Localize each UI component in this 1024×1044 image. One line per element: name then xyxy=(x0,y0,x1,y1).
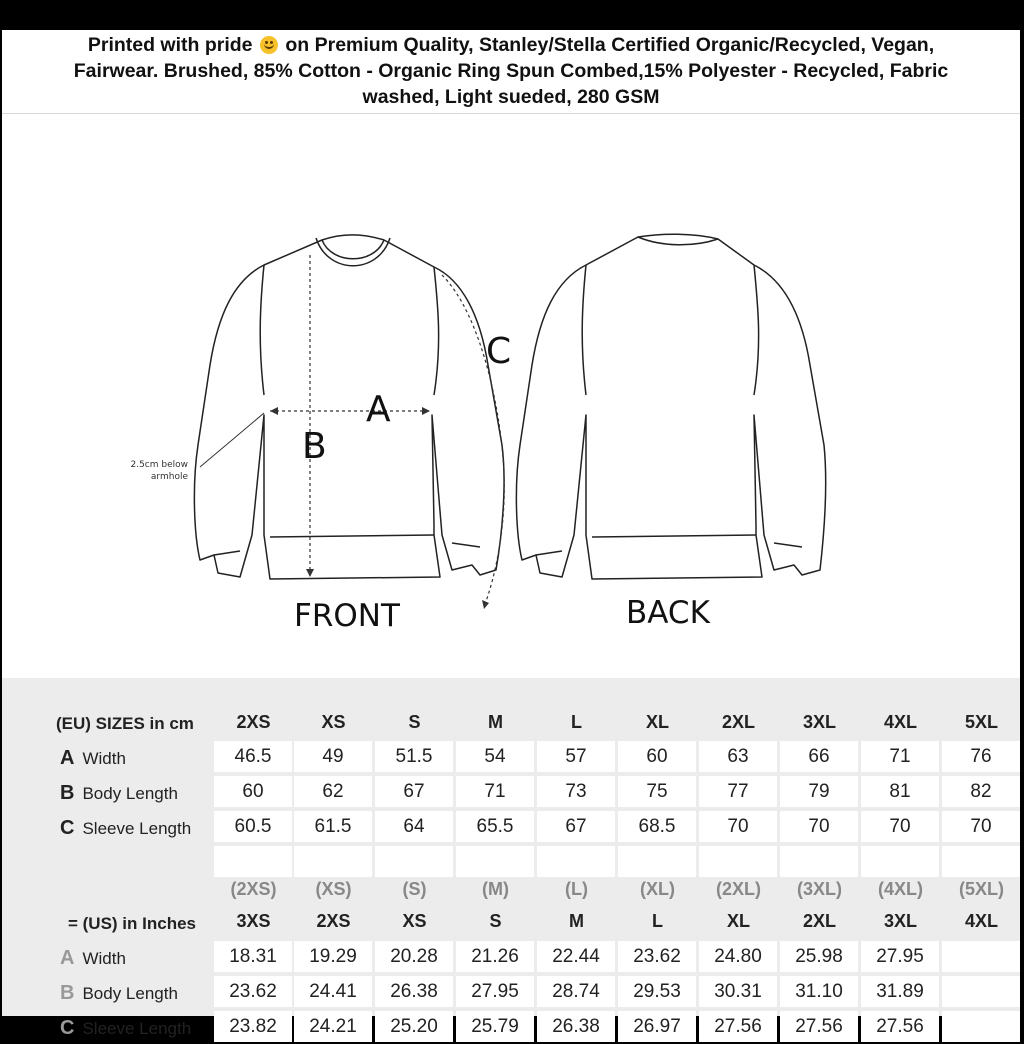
row-letter: B xyxy=(60,782,75,804)
eu-table-cell: 71 xyxy=(456,776,534,807)
us-table-cell xyxy=(942,976,1020,1007)
eu-table-cell: 60 xyxy=(214,776,292,807)
product-description xyxy=(2,30,1020,114)
us-size-header: 3XS xyxy=(236,911,271,931)
eu-table-cell: 82 xyxy=(942,776,1020,807)
back-sweatshirt-outline xyxy=(516,234,825,579)
armhole-note xyxy=(120,459,188,483)
empty-cell xyxy=(618,846,696,877)
eu-size-header: 2XL xyxy=(721,712,755,732)
eu-table-cell: 75 xyxy=(618,776,696,807)
eu-table-cell: 49 xyxy=(294,741,372,772)
us-table-cell: 21.26 xyxy=(456,941,534,972)
eu-table-cell: 79 xyxy=(780,776,858,807)
us-table-cell: 26.38 xyxy=(375,976,453,1007)
description-text-start: Printed with pride xyxy=(87,34,253,56)
eu-table-cell: 67 xyxy=(375,776,453,807)
row-name: Width xyxy=(82,749,126,768)
description-line-2: Fairwear. Brushed, 85% Cotton - Organic Ring Spun Combed,15% Polyester - Recycled, Fabric xyxy=(73,60,949,82)
eu-equivalent-size: (2XL) xyxy=(716,879,761,899)
us-table-cell: 22.44 xyxy=(537,941,615,972)
us-size-header: 2XS xyxy=(316,911,351,931)
eu-table-cell: 70 xyxy=(942,811,1020,842)
eu-row-label xyxy=(60,813,191,844)
us-table-cell: 30.31 xyxy=(699,976,777,1007)
us-table-cell: 23.62 xyxy=(214,976,292,1007)
row-letter: A xyxy=(60,747,75,769)
size-chart-sheet xyxy=(2,30,1020,1039)
us-table-cell: 18.31 xyxy=(214,941,292,972)
eu-equivalent-size: (2XS) xyxy=(230,879,277,899)
us-table-cell: 31.89 xyxy=(861,976,939,1007)
eu-equivalent-size: (XL) xyxy=(640,879,675,899)
eu-table-cell: 73 xyxy=(537,776,615,807)
back-label: BACK xyxy=(626,595,710,631)
eu-table-cell: 71 xyxy=(861,741,939,772)
empty-cell xyxy=(456,846,534,877)
eu-table-cell: 76 xyxy=(942,741,1020,772)
eu-table-cell: 65.5 xyxy=(456,811,534,842)
eu-table-cell: 67 xyxy=(537,811,615,842)
empty-cell xyxy=(861,846,939,877)
eu-table-cell: 81 xyxy=(861,776,939,807)
us-size-header: 4XL xyxy=(964,911,998,931)
eu-table-cell: 64 xyxy=(375,811,453,842)
eu-sizes-heading: (EU) SIZES in cm xyxy=(56,714,194,733)
eu-size-header: 5XL xyxy=(964,712,998,732)
us-table-cell: 25.20 xyxy=(375,1011,453,1042)
description-text-end: on Premium Quality, Stanley/Stella Certified Organic/Recycled, Vegan, xyxy=(285,34,935,56)
armhole-note-line-1: 2.5cm below xyxy=(130,460,188,470)
us-table-cell: 26.38 xyxy=(537,1011,615,1042)
description-line-3: washed, Light sueded, 280 GSM xyxy=(362,86,660,108)
us-row-label xyxy=(60,943,126,974)
eu-row-label xyxy=(60,778,178,809)
us-table-cell xyxy=(942,1011,1020,1042)
eu-equivalent-size: (3XL) xyxy=(797,879,842,899)
us-table-cell: 31.10 xyxy=(780,976,858,1007)
eu-equivalent-size: (M) xyxy=(482,879,509,899)
eu-equivalent-size: (4XL) xyxy=(878,879,923,899)
size-table xyxy=(2,678,1020,1039)
empty-cell xyxy=(537,846,615,877)
row-name: Sleeve Length xyxy=(82,1019,192,1038)
note-pointer-line xyxy=(200,413,264,467)
row-letter: C xyxy=(60,817,75,839)
us-size-header: S xyxy=(489,911,502,931)
us-table-cell: 27.95 xyxy=(861,941,939,972)
us-size-header: 2XL xyxy=(802,911,836,931)
us-table-cell: 23.82 xyxy=(214,1011,292,1042)
eu-size-header: 4XL xyxy=(883,712,917,732)
row-letter: A xyxy=(60,947,75,969)
description-line-1 xyxy=(2,32,1020,58)
us-table-cell: 23.62 xyxy=(618,941,696,972)
measure-a-label: A xyxy=(366,389,391,430)
front-sweatshirt-outline xyxy=(194,235,504,579)
eu-table-cell: 51.5 xyxy=(375,741,453,772)
row-letter: C xyxy=(60,1017,75,1039)
row-name: Body Length xyxy=(82,784,178,803)
eu-size-header: 3XL xyxy=(802,712,836,732)
us-table-cell: 28.74 xyxy=(537,976,615,1007)
eu-size-header: M xyxy=(488,712,503,732)
eu-table-cell: 57 xyxy=(537,741,615,772)
empty-cell xyxy=(942,846,1020,877)
eu-table-cell: 77 xyxy=(699,776,777,807)
us-table-cell: 27.56 xyxy=(699,1011,777,1042)
us-table-cell xyxy=(942,941,1020,972)
eu-size-header: XL xyxy=(645,712,669,732)
row-name: Sleeve Length xyxy=(82,819,192,838)
us-table-cell: 24.21 xyxy=(294,1011,372,1042)
empty-cell xyxy=(699,846,777,877)
eu-table-cell: 54 xyxy=(456,741,534,772)
row-letter: B xyxy=(60,982,75,1004)
eu-table-cell: 62 xyxy=(294,776,372,807)
us-table-cell: 20.28 xyxy=(375,941,453,972)
empty-cell xyxy=(294,846,372,877)
eu-table-cell: 70 xyxy=(780,811,858,842)
eu-size-header: 2XS xyxy=(236,712,271,732)
sleeve-measure-line xyxy=(442,275,504,607)
us-table-cell: 27.56 xyxy=(780,1011,858,1042)
row-name: Body Length xyxy=(82,984,178,1003)
us-size-header: XS xyxy=(402,911,427,931)
eu-table-cell: 60 xyxy=(618,741,696,772)
eu-table-cell: 60.5 xyxy=(214,811,292,842)
eu-table-cell: 61.5 xyxy=(294,811,372,842)
measure-c-label: C xyxy=(486,331,512,372)
eu-equivalent-size: (5XL) xyxy=(959,879,1004,899)
eu-equivalent-size: (L) xyxy=(565,879,588,899)
sweatshirt-drawings xyxy=(2,115,1020,675)
us-table-cell: 25.79 xyxy=(456,1011,534,1042)
empty-cell xyxy=(780,846,858,877)
eu-size-header: L xyxy=(571,712,582,732)
us-table-cell: 27.56 xyxy=(861,1011,939,1042)
us-size-header: M xyxy=(569,911,584,931)
us-table-cell: 29.53 xyxy=(618,976,696,1007)
us-table-cell: 26.97 xyxy=(618,1011,696,1042)
us-table-cell: 25.98 xyxy=(780,941,858,972)
us-table-cell: 27.95 xyxy=(456,976,534,1007)
smiling-face-icon xyxy=(260,36,278,54)
eu-table-cell: 70 xyxy=(699,811,777,842)
eu-size-header: S xyxy=(408,712,421,732)
eu-table-cell: 70 xyxy=(861,811,939,842)
eu-table-cell: 68.5 xyxy=(618,811,696,842)
eu-row-label xyxy=(60,743,126,774)
armhole-note-line-2: armhole xyxy=(150,472,188,482)
garment-illustration xyxy=(2,115,1020,675)
us-row-label xyxy=(60,978,178,1009)
measure-b-label: B xyxy=(302,426,327,467)
eu-table-cell: 63 xyxy=(699,741,777,772)
front-label: FRONT xyxy=(294,598,400,634)
eu-equivalent-size: (XS) xyxy=(315,879,352,899)
us-table-cell: 24.41 xyxy=(294,976,372,1007)
us-size-header: L xyxy=(652,911,663,931)
eu-equivalent-size: (S) xyxy=(402,879,427,899)
empty-cell xyxy=(214,846,292,877)
eu-table-cell: 46.5 xyxy=(214,741,292,772)
us-table-cell: 19.29 xyxy=(294,941,372,972)
us-size-header: XL xyxy=(726,911,750,931)
us-sizes-heading: = (US) in Inches xyxy=(68,914,196,933)
eu-size-header: XS xyxy=(321,712,346,732)
row-name: Width xyxy=(82,949,126,968)
empty-cell xyxy=(375,846,453,877)
eu-table-cell: 66 xyxy=(780,741,858,772)
us-table-cell: 24.80 xyxy=(699,941,777,972)
us-row-label xyxy=(60,1013,191,1044)
us-size-header: 3XL xyxy=(883,911,917,931)
